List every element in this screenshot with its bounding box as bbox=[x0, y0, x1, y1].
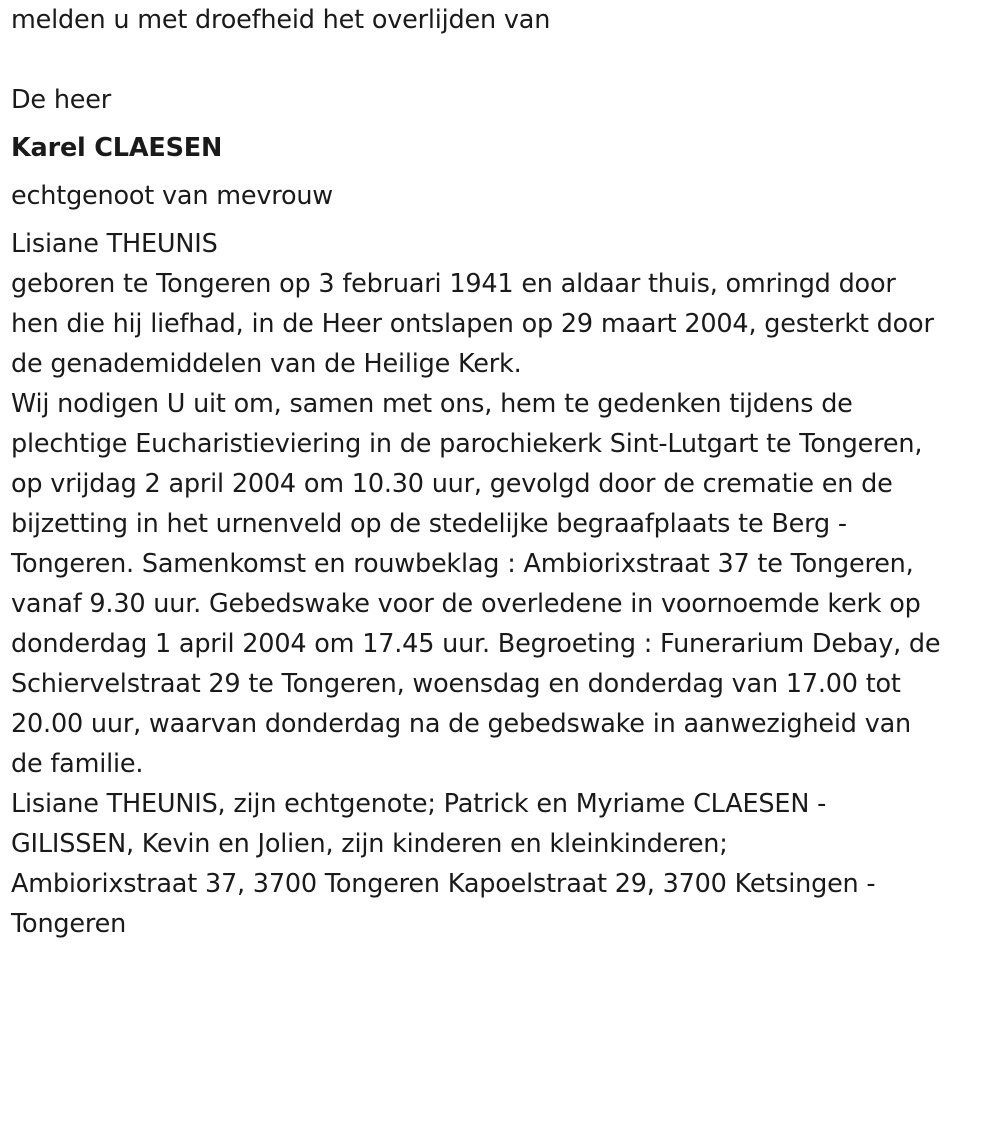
family-paragraph bbox=[11, 784, 991, 864]
paragraph-line: GILISSEN, Kevin en Jolien, zijn kinderen en kleinkinderen; bbox=[11, 829, 728, 859]
paragraph-line: bijzetting in het urnenveld op de stedelijke begraafplaats te Berg - bbox=[11, 509, 847, 539]
paragraph-line: Tongeren bbox=[11, 909, 127, 939]
paragraph-line: de genademiddelen van de Heilige Kerk. bbox=[11, 349, 522, 379]
paragraph-line: Wij nodigen U uit om, samen met ons, hem te gedenken tijdens de bbox=[11, 389, 853, 419]
birth-paragraph bbox=[11, 264, 991, 384]
obituary-notice bbox=[11, 0, 991, 944]
address-paragraph bbox=[11, 864, 991, 944]
paragraph-line: plechtige Eucharistieviering in de parochiekerk Sint-Lutgart te Tongeren, bbox=[11, 429, 923, 459]
title-line: De heer bbox=[11, 85, 112, 115]
spouse-name: Lisiane THEUNIS bbox=[11, 229, 218, 259]
paragraph-line: 20.00 uur, waarvan donderdag na de gebedswake in aanwezigheid van bbox=[11, 709, 911, 739]
deceased-block bbox=[11, 80, 991, 264]
relation-line: echtgenoot van mevrouw bbox=[11, 181, 333, 211]
paragraph-line: de familie. bbox=[11, 749, 144, 779]
ceremony-paragraph bbox=[11, 384, 991, 784]
deceased-name: Karel CLAESEN bbox=[11, 133, 223, 163]
paragraph-line: vanaf 9.30 uur. Gebedswake voor de overledene in voornoemde kerk op bbox=[11, 589, 921, 619]
paragraph-line: donderdag 1 april 2004 om 17.45 uur. Begroeting : Funerarium Debay, de bbox=[11, 629, 941, 659]
paragraph-line: op vrijdag 2 april 2004 om 10.30 uur, gevolgd door de crematie en de bbox=[11, 469, 893, 499]
paragraph-line: Lisiane THEUNIS, zijn echtgenote; Patrick en Myriame CLAESEN - bbox=[11, 789, 827, 819]
paragraph-line: Tongeren. Samenkomst en rouwbeklag : Ambiorixstraat 37 te Tongeren, bbox=[11, 549, 914, 579]
paragraph-line: Ambiorixstraat 37, 3700 Tongeren Kapoelstraat 29, 3700 Ketsingen - bbox=[11, 869, 876, 899]
paragraph-line: Schiervelstraat 29 te Tongeren, woensdag en donderdag van 17.00 tot bbox=[11, 669, 901, 699]
paragraph-line: geboren te Tongeren op 3 februari 1941 en aldaar thuis, omringd door bbox=[11, 269, 896, 299]
paragraph-line: hen die hij liefhad, in de Heer ontslapen op 29 maart 2004, gesterkt door bbox=[11, 309, 934, 339]
intro-line: melden u met droefheid het overlijden van bbox=[11, 5, 551, 35]
